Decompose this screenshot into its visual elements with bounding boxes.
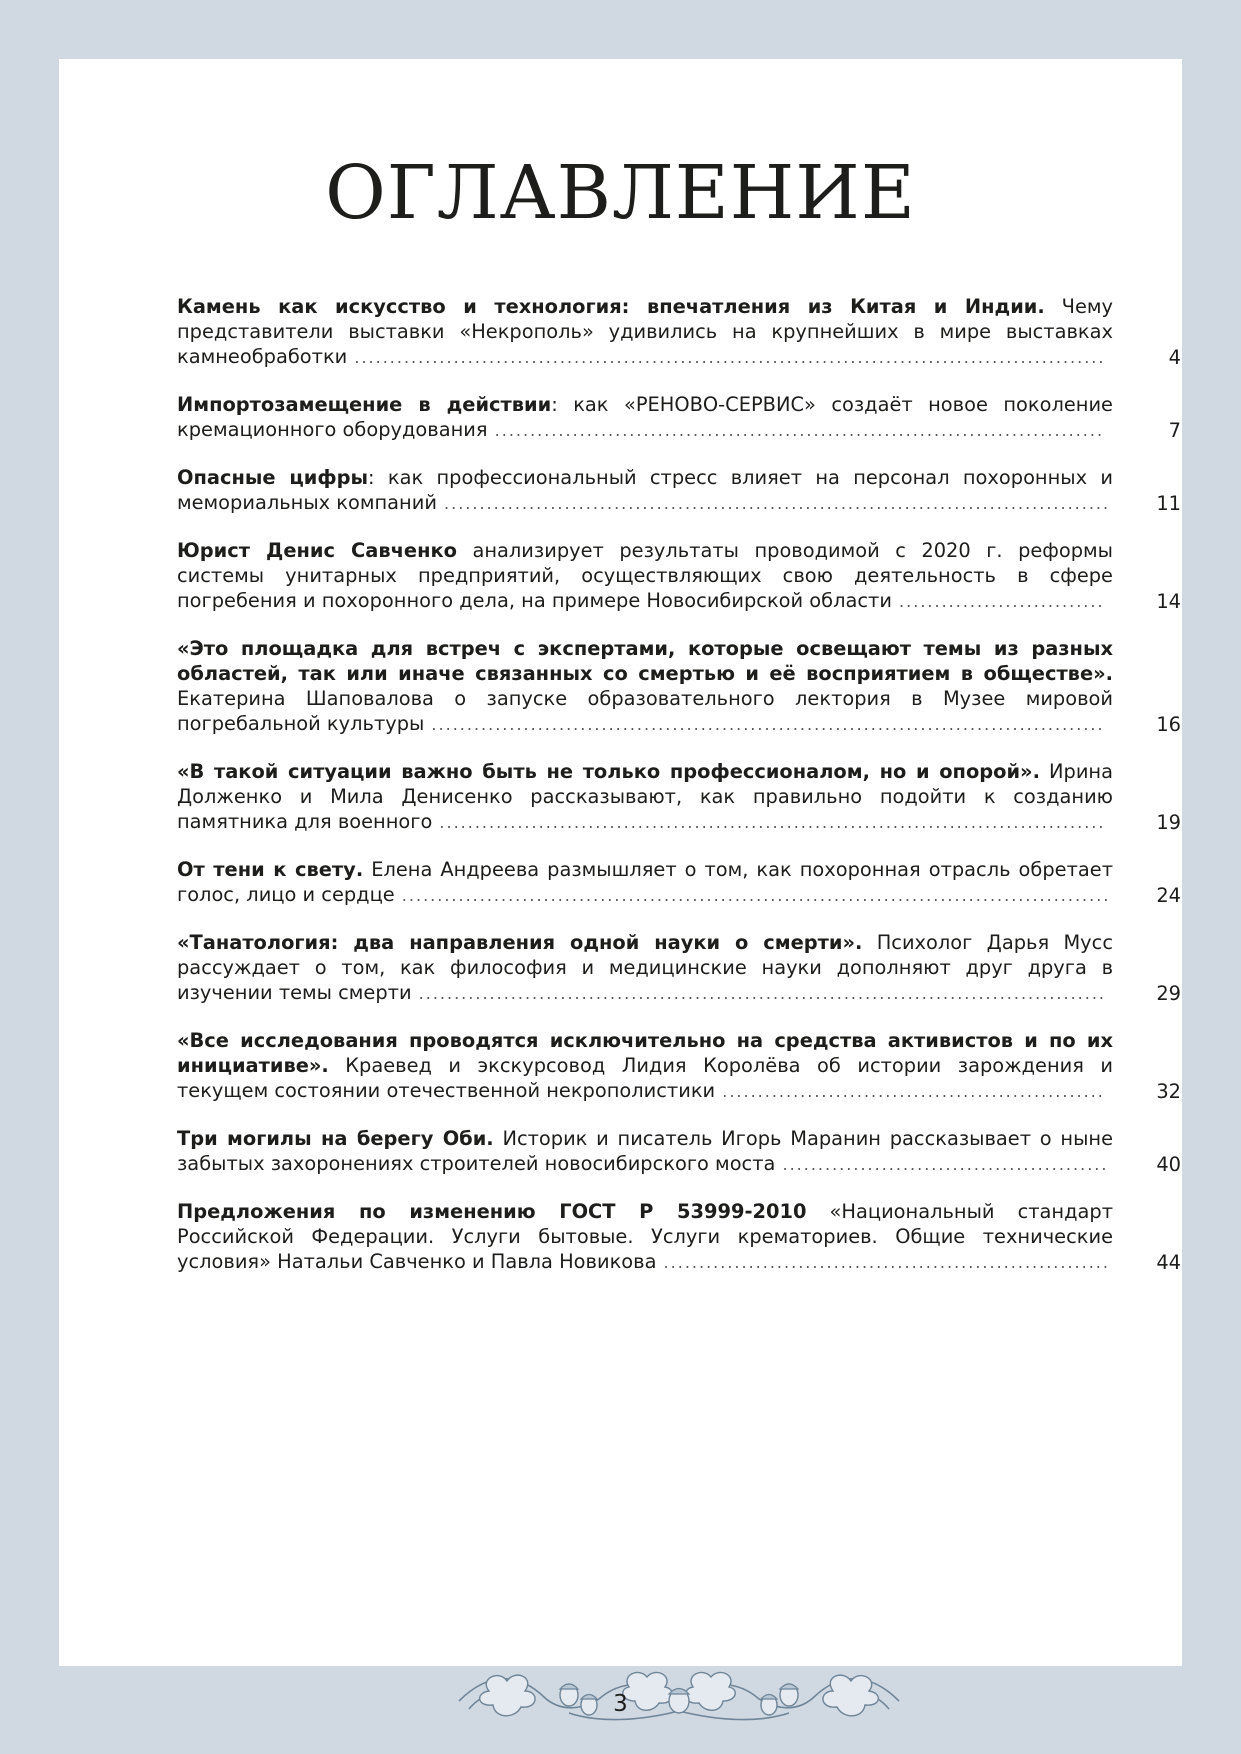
toc-entry[interactable] (177, 930, 1181, 1006)
toc-entry-page-number: 19 (1156, 811, 1181, 834)
page-number: 3 (613, 1691, 628, 1717)
toc-entry-heading: Юрист Денис Савченко (177, 539, 457, 562)
toc-entry-heading: Предложения по изменению ГОСТ Р 53999-2010 (177, 1200, 807, 1223)
toc-entry[interactable] (177, 1199, 1181, 1275)
toc-entry[interactable] (177, 465, 1181, 516)
toc-entry-page-number: 14 (1156, 590, 1181, 613)
toc-entry[interactable] (177, 636, 1181, 737)
dot-leader: ............................. (891, 592, 1105, 611)
toc-entry-heading: Импортозамещение в действии (177, 393, 552, 416)
toc-entry[interactable] (177, 1028, 1181, 1104)
dot-leader: .............................................. (775, 1155, 1109, 1174)
toc-entry-heading: «Все исследования проводятся исключительно на средства активистов и по их инициативе». (177, 1029, 1113, 1077)
page-sheet (59, 59, 1182, 1666)
dot-leader: ...................................................................................... (487, 421, 1105, 440)
toc-entry-text (177, 294, 1113, 370)
toc-entry-description: Психолог Дарья Мусс рассуждает о том, как философия и медицинские науки дополняют друг друга в изучении темы смерти (177, 931, 1113, 1004)
toc-entry[interactable] (177, 294, 1181, 370)
page-title: ОГЛАВЛЕНИЕ (325, 150, 916, 236)
toc-entry-text (177, 930, 1113, 1006)
toc-entry-text (177, 1028, 1113, 1104)
table-of-contents (177, 294, 1181, 1297)
toc-entry-text (177, 392, 1113, 443)
toc-entry-heading: Три могилы на берегу Оби. (177, 1127, 494, 1150)
dot-leader: ............................................................................................... (424, 715, 1105, 734)
toc-entry-description: Елена Андреева размышляет о том, как похоронная отрасль обретает голос, лицо и сердце (177, 858, 1113, 906)
toc-entry-description: Екатерина Шаповалова о запуске образовательного лектория в Музее мировой погребальной культуры (177, 687, 1113, 735)
dot-leader: .............................................................................................. (432, 813, 1106, 832)
toc-entry-description: Ирина Долженко и Мила Денисенко рассказывают, как правильно подойти к созданию памятника для военного (177, 760, 1113, 833)
toc-entry-heading: Камень как искусство и технология: впечатления из Китая и Индии. (177, 295, 1045, 318)
toc-entry-text (177, 1126, 1113, 1177)
toc-entry[interactable] (177, 857, 1181, 908)
toc-entry-page-number: 7 (1168, 419, 1181, 442)
toc-entry-text (177, 538, 1113, 614)
toc-entry-page-number: 32 (1156, 1080, 1181, 1103)
dot-leader: ............................................................... (656, 1253, 1110, 1272)
toc-entry-heading: «Это площадка для встреч с экспертами, которые освещают темы из разных областей, так или иначе связанных со смертью и её восприятием в обществе». (177, 637, 1113, 685)
dot-leader: .............................................................................................. (436, 494, 1111, 513)
toc-entry[interactable] (177, 759, 1181, 835)
toc-entry-text (177, 1199, 1113, 1275)
dot-leader: ................................................................................................. (411, 984, 1106, 1003)
toc-entry-text (177, 636, 1113, 737)
toc-entry[interactable] (177, 392, 1181, 443)
toc-entry-page-number: 29 (1156, 982, 1181, 1005)
toc-entry-description: : как «РЕНОВО-СЕРВИС» создаёт новое поколение кремационного оборудования (177, 393, 1113, 441)
toc-entry-text (177, 759, 1113, 835)
toc-entry-text (177, 857, 1113, 908)
toc-entry-heading: Опасные цифры (177, 466, 369, 489)
toc-entry-heading: «Танатология: два направления одной науки о смерти». (177, 931, 863, 954)
toc-entry-heading: «В такой ситуации важно быть не только профессионалом, но и опорой». (177, 760, 1040, 783)
toc-entry-page-number: 11 (1156, 492, 1181, 515)
toc-entry-page-number: 44 (1156, 1251, 1181, 1274)
toc-entry[interactable] (177, 538, 1181, 614)
toc-entry-heading: От тени к свету. (177, 858, 364, 881)
toc-entry[interactable] (177, 1126, 1181, 1177)
toc-entry-page-number: 24 (1156, 884, 1181, 907)
toc-entry-text (177, 465, 1113, 516)
toc-entry-description: Чему представители выставки «Некрополь» удивились на крупнейших в мире выставках камнеобработки (177, 295, 1113, 368)
toc-entry-page-number: 4 (1168, 346, 1181, 369)
toc-entry-page-number: 16 (1156, 713, 1181, 736)
dot-leader: .................................................................................................... (394, 886, 1111, 905)
dot-leader: ...................................................... (715, 1082, 1105, 1101)
toc-entry-description: Краевед и экскурсовод Лидия Королёва об истории зарождения и текущем состоянии отечественной некрополистики (177, 1054, 1113, 1102)
toc-entry-description: анализирует результаты проводимой с 2020 г. реформы системы унитарных предприятий, осуществляющих свою деятельность в сфере погребения и похоронного дела, на примере Новосибирской области (177, 539, 1113, 612)
toc-entry-description: : как профессиональный стресс влияет на персонал похоронных и мемориальных компаний (177, 466, 1113, 514)
toc-entry-description: «Национальный стандарт Российской Федерации. Услуги бытовые. Услуги крематориев. Общие технические условия» Натальи Савченко и Павла Новикова (177, 1200, 1113, 1273)
dot-leader: .......................................................................................................... (347, 348, 1106, 367)
toc-entry-description: Историк и писатель Игорь Маранин рассказывает о ныне забытых захоронениях строителей новосибирского моста (177, 1127, 1113, 1175)
toc-entry-page-number: 40 (1156, 1153, 1181, 1176)
